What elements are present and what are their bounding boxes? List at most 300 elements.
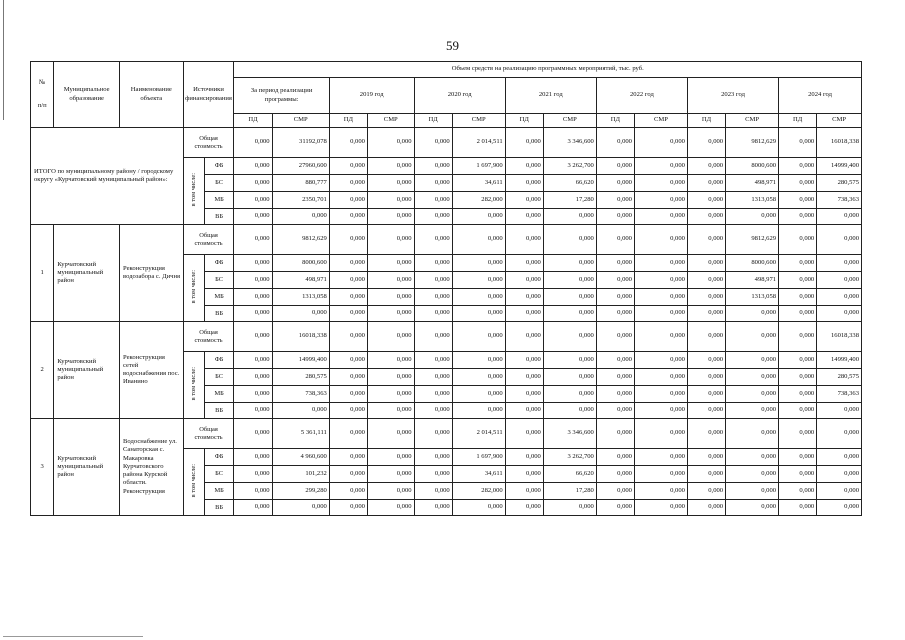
value-cell: 0,000 — [414, 352, 452, 369]
value-cell: 0,000 — [272, 403, 329, 419]
source-bs: БС — [204, 369, 234, 386]
value-cell: 0,000 — [543, 272, 596, 289]
value-cell: 0,000 — [687, 289, 725, 306]
value-cell: 0,000 — [329, 158, 367, 175]
value-cell: 9812,629 — [726, 225, 779, 255]
value-cell: 0,000 — [414, 500, 452, 516]
object-name: Реконструкция водозабора с. Дичня — [120, 225, 184, 322]
value-cell: 0,000 — [726, 466, 779, 483]
value-cell: 0,000 — [779, 158, 817, 175]
value-cell: 0,000 — [367, 128, 414, 158]
including-label-text: в том числе: — [189, 172, 197, 207]
value-cell: 0,000 — [779, 386, 817, 403]
value-cell: 880,777 — [272, 175, 329, 192]
table-row — [31, 419, 862, 449]
value-cell: 498,971 — [726, 272, 779, 289]
row-number: 2 — [31, 322, 54, 419]
header-subcol: СМР — [367, 114, 414, 128]
municipality-name: Курчатовский муниципальный район — [54, 225, 120, 322]
source-vb: ВБ — [204, 209, 234, 225]
value-cell: 0,000 — [634, 192, 687, 209]
value-cell: 0,000 — [452, 255, 505, 272]
value-cell: 0,000 — [452, 225, 505, 255]
value-cell: 0,000 — [596, 225, 634, 255]
value-cell: 0,000 — [367, 466, 414, 483]
header-year: 2024 год — [779, 78, 862, 114]
value-cell: 0,000 — [452, 209, 505, 225]
value-cell: 14999,400 — [817, 352, 862, 369]
value-cell: 0,000 — [817, 449, 862, 466]
value-cell: 0,000 — [329, 386, 367, 403]
header-subcol: СМР — [272, 114, 329, 128]
value-cell: 0,000 — [505, 483, 543, 500]
header-subcol: ПД — [687, 114, 725, 128]
value-cell: 0,000 — [234, 322, 272, 352]
value-cell: 0,000 — [367, 403, 414, 419]
value-cell: 0,000 — [779, 225, 817, 255]
header-subcol: СМР — [543, 114, 596, 128]
source-mb: МБ — [204, 192, 234, 209]
value-cell: 0,000 — [634, 306, 687, 322]
including-label — [183, 255, 204, 322]
value-cell: 0,000 — [543, 352, 596, 369]
value-cell: 0,000 — [596, 289, 634, 306]
value-cell: 299,280 — [272, 483, 329, 500]
value-cell: 738,363 — [272, 386, 329, 403]
value-cell: 0,000 — [329, 500, 367, 516]
value-cell: 101,232 — [272, 466, 329, 483]
header-num-symbol: № — [39, 79, 46, 87]
value-cell: 0,000 — [543, 386, 596, 403]
value-cell: 0,000 — [596, 449, 634, 466]
value-cell: 2 014,511 — [452, 128, 505, 158]
table-row — [31, 128, 862, 158]
value-cell: 0,000 — [596, 352, 634, 369]
value-cell: 0,000 — [272, 306, 329, 322]
value-cell: 0,000 — [634, 272, 687, 289]
value-cell: 0,000 — [779, 449, 817, 466]
value-cell: 0,000 — [414, 322, 452, 352]
value-cell: 282,000 — [452, 192, 505, 209]
value-cell: 0,000 — [779, 500, 817, 516]
value-cell: 0,000 — [634, 419, 687, 449]
value-cell: 0,000 — [779, 419, 817, 449]
value-cell: 0,000 — [817, 403, 862, 419]
value-cell: 0,000 — [596, 386, 634, 403]
value-cell: 0,000 — [414, 306, 452, 322]
value-cell: 0,000 — [329, 225, 367, 255]
value-cell: 0,000 — [779, 322, 817, 352]
value-cell: 0,000 — [234, 175, 272, 192]
source-bs: БС — [204, 466, 234, 483]
value-cell: 0,000 — [505, 500, 543, 516]
value-cell: 0,000 — [687, 255, 725, 272]
value-cell: 738,363 — [817, 192, 862, 209]
value-cell: 0,000 — [452, 352, 505, 369]
value-cell: 2350,701 — [272, 192, 329, 209]
value-cell: 0,000 — [234, 272, 272, 289]
value-cell: 0,000 — [452, 272, 505, 289]
budget-table — [30, 61, 862, 516]
value-cell: 0,000 — [687, 128, 725, 158]
header-subcol: СМР — [726, 114, 779, 128]
table-row — [31, 322, 862, 352]
value-cell: 0,000 — [634, 175, 687, 192]
value-cell: 0,000 — [779, 175, 817, 192]
value-cell: 0,000 — [367, 225, 414, 255]
value-cell: 0,000 — [234, 289, 272, 306]
value-cell: 0,000 — [234, 225, 272, 255]
value-cell: 0,000 — [634, 255, 687, 272]
value-cell: 0,000 — [414, 369, 452, 386]
value-cell: 9812,629 — [272, 225, 329, 255]
value-cell: 0,000 — [329, 209, 367, 225]
source-fb: ФБ — [204, 352, 234, 369]
value-cell: 0,000 — [543, 369, 596, 386]
scan-left-edge — [3, 0, 4, 120]
value-cell: 0,000 — [505, 192, 543, 209]
value-cell: 0,000 — [367, 419, 414, 449]
value-cell: 0,000 — [596, 192, 634, 209]
value-cell: 0,000 — [329, 419, 367, 449]
value-cell: 0,000 — [505, 449, 543, 466]
scan-bottom-edge — [3, 636, 143, 637]
source-total: Общая стоимость — [183, 419, 234, 449]
value-cell: 280,575 — [272, 369, 329, 386]
value-cell: 31192,078 — [272, 128, 329, 158]
value-cell: 0,000 — [505, 419, 543, 449]
value-cell: 0,000 — [234, 449, 272, 466]
header-num-pp: п/п — [37, 101, 47, 109]
value-cell: 0,000 — [687, 272, 725, 289]
value-cell: 280,575 — [817, 175, 862, 192]
value-cell: 16018,338 — [272, 322, 329, 352]
value-cell: 0,000 — [414, 255, 452, 272]
value-cell: 0,000 — [234, 128, 272, 158]
header-subcol: ПД — [414, 114, 452, 128]
header-subcol: ПД — [234, 114, 272, 128]
including-label — [183, 449, 204, 516]
value-cell: 0,000 — [596, 175, 634, 192]
object-name: Реконструкция сетей водоснабжения пос. Иванино — [120, 322, 184, 419]
value-cell: 34,611 — [452, 466, 505, 483]
value-cell: 0,000 — [234, 209, 272, 225]
value-cell: 66,620 — [543, 175, 596, 192]
value-cell: 0,000 — [367, 209, 414, 225]
value-cell: 16018,338 — [817, 322, 862, 352]
value-cell: 0,000 — [367, 255, 414, 272]
value-cell: 0,000 — [505, 272, 543, 289]
value-cell: 0,000 — [726, 483, 779, 500]
source-vb: ВБ — [204, 500, 234, 516]
value-cell: 738,363 — [817, 386, 862, 403]
municipality-name: Курчатовский муниципальный район — [54, 322, 120, 419]
value-cell: 0,000 — [329, 128, 367, 158]
source-vb: ВБ — [204, 403, 234, 419]
header-subcol: ПД — [505, 114, 543, 128]
value-cell: 0,000 — [687, 483, 725, 500]
value-cell: 1313,058 — [726, 289, 779, 306]
value-cell: 0,000 — [234, 369, 272, 386]
value-cell: 0,000 — [234, 158, 272, 175]
value-cell: 16018,338 — [817, 128, 862, 158]
value-cell: 0,000 — [687, 192, 725, 209]
header-municipality: Муниципальное образование — [54, 62, 120, 128]
source-fb: ФБ — [204, 449, 234, 466]
value-cell: 1 697,900 — [452, 158, 505, 175]
value-cell: 498,971 — [272, 272, 329, 289]
value-cell: 27960,600 — [272, 158, 329, 175]
value-cell: 0,000 — [543, 255, 596, 272]
source-mb: МБ — [204, 483, 234, 500]
value-cell: 0,000 — [596, 272, 634, 289]
value-cell: 0,000 — [687, 386, 725, 403]
value-cell: 0,000 — [634, 403, 687, 419]
municipality-name: Курчатовский муниципальный район — [54, 419, 120, 516]
value-cell: 0,000 — [687, 306, 725, 322]
value-cell: 0,000 — [414, 158, 452, 175]
value-cell: 0,000 — [726, 369, 779, 386]
value-cell: 0,000 — [414, 289, 452, 306]
value-cell: 0,000 — [779, 289, 817, 306]
value-cell: 0,000 — [687, 500, 725, 516]
value-cell: 0,000 — [505, 306, 543, 322]
value-cell: 280,575 — [817, 369, 862, 386]
value-cell: 0,000 — [234, 483, 272, 500]
value-cell: 3 346,600 — [543, 419, 596, 449]
value-cell: 0,000 — [687, 322, 725, 352]
value-cell: 0,000 — [817, 306, 862, 322]
value-cell: 0,000 — [505, 209, 543, 225]
value-cell: 0,000 — [505, 352, 543, 369]
value-cell: 0,000 — [505, 322, 543, 352]
value-cell: 34,611 — [452, 175, 505, 192]
value-cell: 0,000 — [596, 128, 634, 158]
value-cell: 0,000 — [817, 466, 862, 483]
value-cell: 0,000 — [234, 255, 272, 272]
value-cell: 0,000 — [779, 306, 817, 322]
value-cell: 0,000 — [234, 386, 272, 403]
value-cell: 0,000 — [505, 255, 543, 272]
value-cell: 17,280 — [543, 192, 596, 209]
value-cell: 0,000 — [452, 369, 505, 386]
value-cell: 0,000 — [367, 272, 414, 289]
value-cell: 0,000 — [367, 449, 414, 466]
value-cell: 1313,058 — [272, 289, 329, 306]
value-cell: 0,000 — [329, 192, 367, 209]
value-cell: 0,000 — [726, 322, 779, 352]
header-subcol: СМР — [634, 114, 687, 128]
value-cell: 282,000 — [452, 483, 505, 500]
value-cell: 0,000 — [367, 306, 414, 322]
value-cell: 0,000 — [329, 403, 367, 419]
value-cell: 0,000 — [687, 369, 725, 386]
value-cell: 0,000 — [596, 500, 634, 516]
value-cell: 17,280 — [543, 483, 596, 500]
value-cell: 66,620 — [543, 466, 596, 483]
header-year: 2022 год — [596, 78, 687, 114]
value-cell: 0,000 — [687, 352, 725, 369]
value-cell: 0,000 — [817, 272, 862, 289]
value-cell: 0,000 — [234, 306, 272, 322]
value-cell: 0,000 — [329, 289, 367, 306]
value-cell: 0,000 — [687, 419, 725, 449]
value-cell: 0,000 — [726, 419, 779, 449]
value-cell: 0,000 — [329, 255, 367, 272]
value-cell: 0,000 — [779, 272, 817, 289]
value-cell: 0,000 — [414, 192, 452, 209]
value-cell: 0,000 — [634, 466, 687, 483]
row-number: 1 — [31, 225, 54, 322]
including-label-text: в том числе: — [189, 366, 197, 401]
header-year: 2020 год — [414, 78, 505, 114]
value-cell: 0,000 — [779, 209, 817, 225]
value-cell: 0,000 — [634, 352, 687, 369]
value-cell: 0,000 — [367, 500, 414, 516]
row-number: 3 — [31, 419, 54, 516]
value-cell: 0,000 — [687, 466, 725, 483]
value-cell: 0,000 — [726, 209, 779, 225]
value-cell: 0,000 — [543, 209, 596, 225]
value-cell: 0,000 — [634, 386, 687, 403]
value-cell: 0,000 — [414, 128, 452, 158]
value-cell: 0,000 — [367, 386, 414, 403]
source-fb: ФБ — [204, 158, 234, 175]
value-cell: 0,000 — [779, 128, 817, 158]
including-label — [183, 158, 204, 225]
value-cell: 3 346,600 — [543, 128, 596, 158]
value-cell: 0,000 — [452, 386, 505, 403]
value-cell: 0,000 — [414, 225, 452, 255]
value-cell: 0,000 — [596, 466, 634, 483]
value-cell: 0,000 — [817, 209, 862, 225]
value-cell: 0,000 — [452, 500, 505, 516]
value-cell: 2 014,511 — [452, 419, 505, 449]
value-cell: 0,000 — [452, 289, 505, 306]
value-cell: 0,000 — [329, 369, 367, 386]
value-cell: 0,000 — [367, 192, 414, 209]
value-cell: 0,000 — [329, 466, 367, 483]
value-cell: 0,000 — [726, 449, 779, 466]
value-cell: 0,000 — [329, 322, 367, 352]
value-cell: 0,000 — [817, 419, 862, 449]
value-cell: 14999,400 — [272, 352, 329, 369]
value-cell: 0,000 — [817, 500, 862, 516]
value-cell: 0,000 — [687, 158, 725, 175]
value-cell: 0,000 — [726, 403, 779, 419]
value-cell: 0,000 — [779, 352, 817, 369]
value-cell: 0,000 — [234, 192, 272, 209]
value-cell: 0,000 — [414, 403, 452, 419]
value-cell: 0,000 — [367, 158, 414, 175]
value-cell: 0,000 — [414, 483, 452, 500]
header-subcol: СМР — [817, 114, 862, 128]
value-cell: 0,000 — [634, 369, 687, 386]
value-cell: 0,000 — [329, 352, 367, 369]
value-cell: 0,000 — [779, 255, 817, 272]
value-cell: 0,000 — [234, 500, 272, 516]
value-cell: 0,000 — [596, 306, 634, 322]
value-cell: 0,000 — [505, 175, 543, 192]
value-cell: 0,000 — [634, 128, 687, 158]
page-number: 59 — [446, 38, 459, 53]
value-cell: 0,000 — [596, 209, 634, 225]
value-cell: 0,000 — [634, 158, 687, 175]
value-cell: 0,000 — [543, 403, 596, 419]
value-cell: 0,000 — [779, 192, 817, 209]
source-mb: МБ — [204, 386, 234, 403]
value-cell: 0,000 — [367, 352, 414, 369]
value-cell: 0,000 — [634, 322, 687, 352]
value-cell: 0,000 — [367, 483, 414, 500]
header-period: За период реализации программы: — [234, 78, 329, 114]
value-cell: 0,000 — [505, 225, 543, 255]
header-subcol: СМР — [452, 114, 505, 128]
value-cell: 0,000 — [234, 466, 272, 483]
value-cell: 0,000 — [596, 255, 634, 272]
value-cell: 0,000 — [543, 289, 596, 306]
value-cell: 8000,600 — [272, 255, 329, 272]
value-cell: 0,000 — [234, 352, 272, 369]
value-cell: 0,000 — [543, 500, 596, 516]
object-name: Водоснабжение ул. Санаторская с. Макаровка Курчатовского района Курской области. Реконструкция — [120, 419, 184, 516]
value-cell: 0,000 — [272, 500, 329, 516]
value-cell: 8000,600 — [726, 255, 779, 272]
header-year: 2023 год — [687, 78, 778, 114]
value-cell: 0,000 — [329, 306, 367, 322]
value-cell: 3 262,700 — [543, 158, 596, 175]
value-cell: 0,000 — [452, 403, 505, 419]
value-cell: 0,000 — [414, 466, 452, 483]
value-cell: 0,000 — [817, 255, 862, 272]
value-cell: 0,000 — [779, 369, 817, 386]
value-cell: 8000,600 — [726, 158, 779, 175]
value-cell: 0,000 — [414, 175, 452, 192]
value-cell: 0,000 — [779, 483, 817, 500]
value-cell: 0,000 — [329, 449, 367, 466]
value-cell: 0,000 — [272, 209, 329, 225]
value-cell: 0,000 — [687, 225, 725, 255]
including-label — [183, 352, 204, 419]
header-subcol: ПД — [779, 114, 817, 128]
value-cell: 0,000 — [543, 225, 596, 255]
value-cell: 0,000 — [452, 322, 505, 352]
source-fb: ФБ — [204, 255, 234, 272]
value-cell: 498,971 — [726, 175, 779, 192]
value-cell: 0,000 — [505, 386, 543, 403]
value-cell: 0,000 — [817, 483, 862, 500]
value-cell: 0,000 — [543, 306, 596, 322]
source-bs: БС — [204, 175, 234, 192]
value-cell: 0,000 — [687, 209, 725, 225]
value-cell: 0,000 — [414, 272, 452, 289]
value-cell: 0,000 — [779, 403, 817, 419]
source-mb: МБ — [204, 289, 234, 306]
value-cell: 0,000 — [779, 466, 817, 483]
value-cell: 0,000 — [367, 369, 414, 386]
value-cell: 0,000 — [634, 483, 687, 500]
value-cell: 0,000 — [367, 322, 414, 352]
source-vb: ВБ — [204, 306, 234, 322]
value-cell: 1 697,900 — [452, 449, 505, 466]
value-cell: 0,000 — [505, 369, 543, 386]
value-cell: 0,000 — [817, 225, 862, 255]
value-cell: 0,000 — [596, 403, 634, 419]
header-volume: Объем средств на реализацию программных мероприятий, тыс. руб. — [234, 62, 862, 78]
value-cell: 0,000 — [329, 175, 367, 192]
value-cell: 0,000 — [234, 403, 272, 419]
source-total: Общая стоимость — [183, 225, 234, 255]
